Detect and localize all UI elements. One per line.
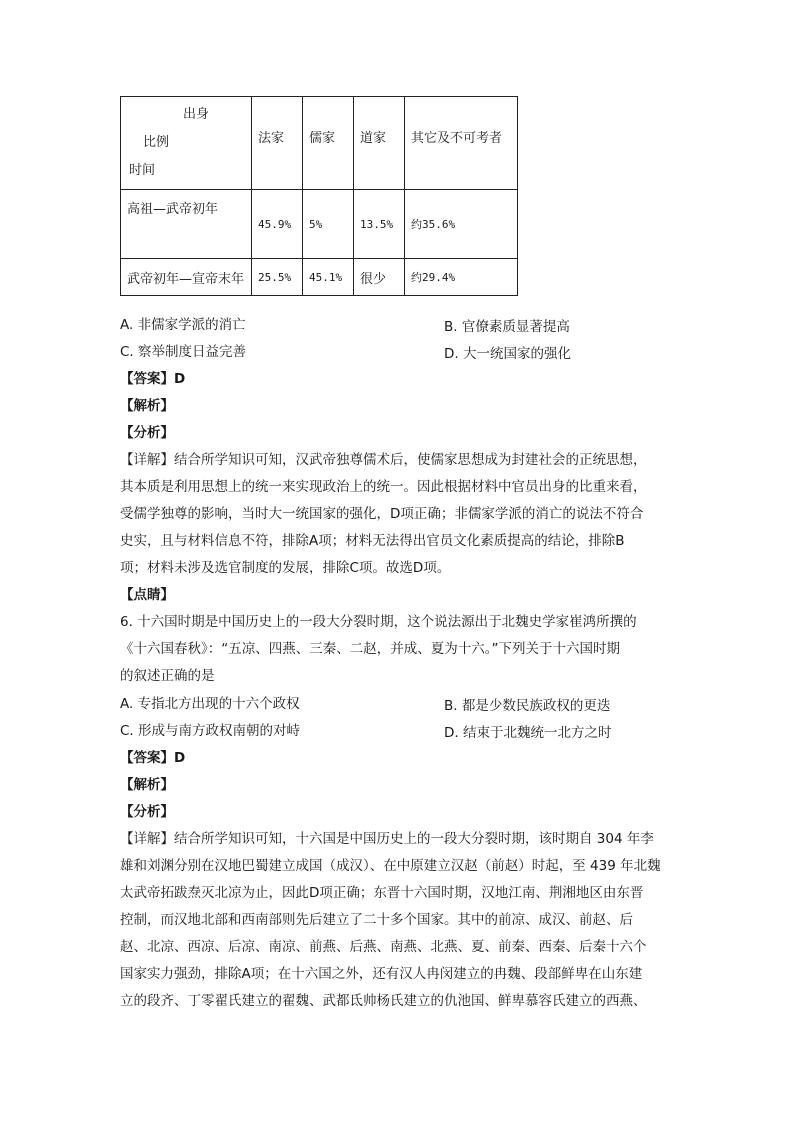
table-cell: 25.5% bbox=[252, 259, 303, 296]
header-origin: 出身 bbox=[183, 107, 210, 122]
table-row bbox=[121, 259, 518, 296]
table-cell: 约35.6% bbox=[405, 190, 518, 259]
q6-answer: 【答案】D bbox=[120, 750, 186, 766]
row-period: 高祖—武帝初年 bbox=[121, 190, 252, 259]
q6-analysis-heading: 【解析】 bbox=[120, 777, 174, 793]
q5-detail-line: 史实，且与材料信息不符，排除A项；材料无法得出官员文化素质提高的结论，排除B bbox=[120, 533, 625, 549]
header-ratio: 比例 bbox=[143, 135, 170, 150]
source-table bbox=[120, 96, 518, 296]
q6-option-d: D. 结束于北魏统一北方之时 bbox=[444, 725, 612, 741]
q6-option-c: C. 形成与南方政权南朝的对峙 bbox=[120, 723, 301, 739]
q5-detail-line: 受儒学独尊的影响，当时大一统国家的强化，D项正确；非儒家学派的消亡的说法不符合 bbox=[120, 506, 644, 522]
q5-detail-line: 项；材料未涉及选官制度的发展，排除C项。故选D项。 bbox=[120, 560, 451, 576]
q6-detail-line: 【详解】结合所学知识可知，十六国是中国历史上的一段大分裂时期，该时期自 304 年李 bbox=[120, 831, 654, 847]
q6-option-a: A. 专指北方出现的十六个政权 bbox=[120, 696, 300, 712]
table-header-diagonal bbox=[121, 97, 252, 190]
column-header: 儒家 bbox=[303, 97, 354, 190]
table-row bbox=[121, 190, 518, 259]
q5-dianjing-heading: 【点睛】 bbox=[120, 587, 174, 603]
q5-detail-line: 【详解】结合所学知识可知，汉武帝独尊儒术后，使儒家思想成为封建社会的正统思想， bbox=[120, 452, 647, 468]
table-cell: 45.1% bbox=[303, 259, 354, 296]
table-cell: 13.5% bbox=[354, 190, 405, 259]
q6-detail-line: 雄和刘渊分别在汉地巴蜀建立成国（成汉）、在中原建立汉赵（前赵）时起，至 439 年北魏 bbox=[120, 858, 661, 874]
table-cell: 5% bbox=[303, 190, 354, 259]
header-time: 时间 bbox=[129, 163, 156, 178]
row-period: 武帝初年—宣帝末年 bbox=[121, 259, 252, 296]
q6-stem-line: 6. 十六国时期是中国历史上的一段大分裂时期，这个说法源出于北魏史学家崔鸿所撰的 bbox=[120, 614, 637, 630]
q6-stem-line: 的叙述正确的是 bbox=[120, 668, 215, 684]
q5-analysis-heading: 【解析】 bbox=[120, 398, 174, 414]
q5-option-d: D. 大一统国家的强化 bbox=[444, 346, 571, 362]
q5-option-a: A. 非儒家学派的消亡 bbox=[120, 317, 246, 333]
table-cell: 约29.4% bbox=[405, 259, 518, 296]
column-header: 道家 bbox=[354, 97, 405, 190]
table-cell: 很少 bbox=[354, 259, 405, 296]
q5-option-b: B. 官僚素质显著提高 bbox=[444, 319, 570, 335]
q6-detail-line: 太武帝拓跋焘灭北凉为止，因此D项正确；东晋十六国时期，汉地江南、荆湘地区由东晋 bbox=[120, 885, 644, 901]
column-header: 其它及不可考者 bbox=[405, 97, 518, 190]
q5-option-c: C. 察举制度日益完善 bbox=[120, 344, 247, 360]
q6-detail-line: 赵、北凉、西凉、后凉、南凉、前燕、后燕、南燕、北燕、夏、前秦、西秦、后秦十六个 bbox=[120, 939, 647, 955]
q6-detail-line: 控制，而汉地北部和西南部则先后建立了二十多个国家。其中的前凉、成汉、前赵、后 bbox=[120, 912, 633, 928]
q5-detail-line: 其本质是利用思想上的统一来实现政治上的统一。因此根据材料中官员出身的比重来看， bbox=[120, 479, 647, 495]
q5-fenxi-heading: 【分析】 bbox=[120, 425, 174, 441]
q6-fenxi-heading: 【分析】 bbox=[120, 804, 174, 820]
q6-stem-line: 《十六国春秋》：“五凉、四燕、三秦、二赵，并成、夏为十六。”下列关于十六国时期 bbox=[120, 641, 620, 657]
q6-detail-line: 立的段齐、丁零翟氏建立的翟魏、武都氐帅杨氏建立的仇池国、鲜卑慕容氏建立的西燕、 bbox=[120, 993, 647, 1009]
table-cell: 45.9% bbox=[252, 190, 303, 259]
q6-option-b: B. 都是少数民族政权的更迭 bbox=[444, 698, 611, 714]
q5-answer: 【答案】D bbox=[120, 371, 186, 387]
column-header: 法家 bbox=[252, 97, 303, 190]
q6-detail-line: 国家实力强劲，排除A项；在十六国之外，还有汉人冉闵建立的冉魏、段部鲜卑在山东建 bbox=[120, 966, 643, 982]
